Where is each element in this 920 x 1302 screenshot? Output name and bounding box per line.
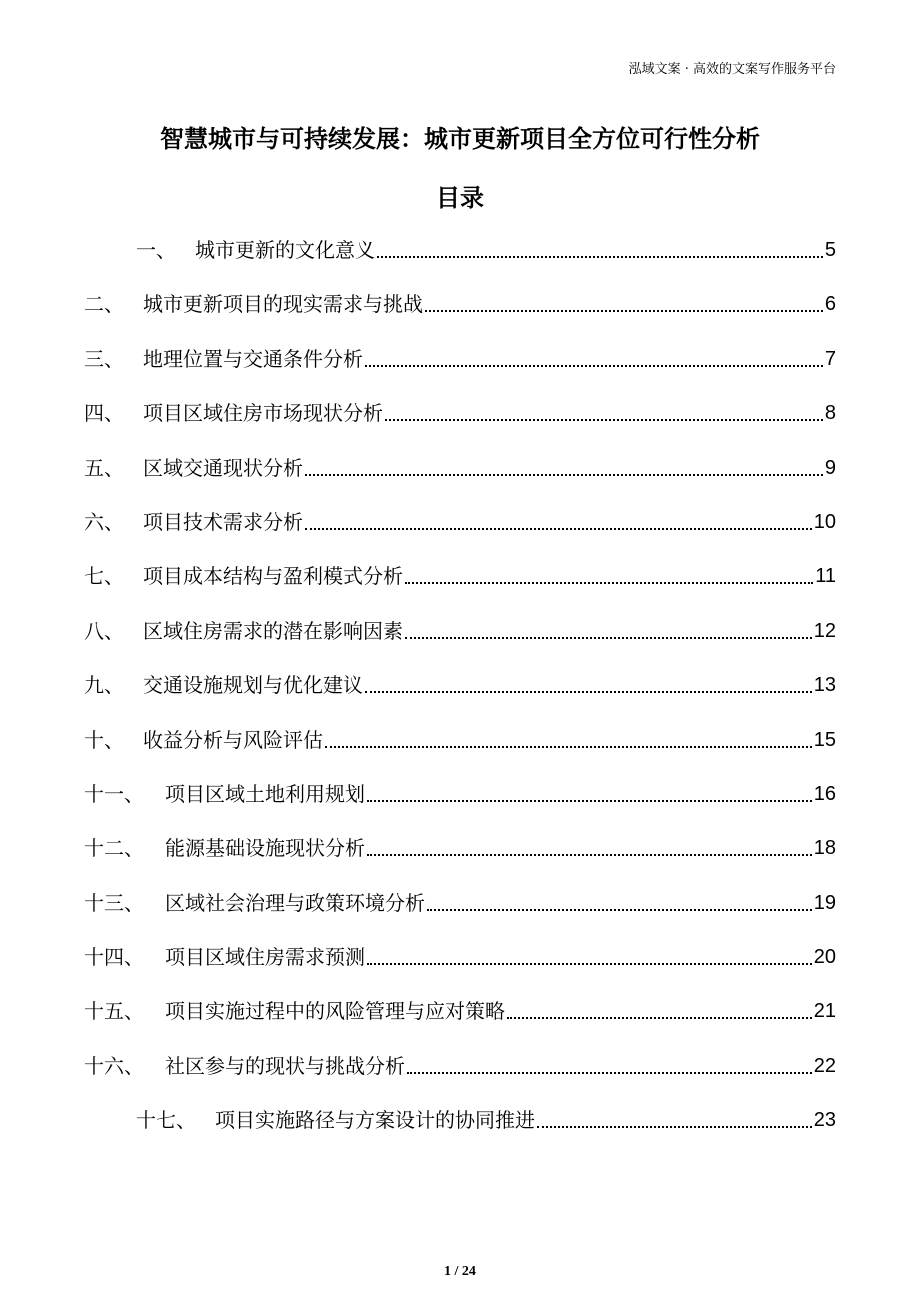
toc-entry-number: 十六、 [84,1053,144,1078]
toc-entry-page: 15 [813,728,836,751]
dot-leader [367,943,812,965]
toc-entry-number: 七、 [84,564,124,589]
toc-entry[interactable] [84,290,836,344]
toc-heading: 目录 [436,184,484,212]
toc-entry-label: 城市更新的文化意义 [195,238,375,262]
dot-leader [367,780,812,802]
toc-entry-page: 22 [813,1054,836,1077]
dot-leader [365,345,823,367]
document-title: 智慧城市与可持续发展：城市更新项目全方位可行性分析 [160,125,760,153]
dot-leader [405,617,812,639]
toc-entry-label: 项目技术需求分析 [143,509,303,534]
toc-entry-number: 一、 [136,238,176,262]
toc-entry[interactable] [84,889,836,943]
toc-entry[interactable] [84,1106,836,1160]
toc-entry-label: 城市更新项目的现实需求与挑战 [143,292,423,317]
dot-leader [405,562,813,584]
toc-entry-page: 5 [824,239,836,261]
toc-entry[interactable] [84,454,836,508]
dot-leader [537,1106,812,1128]
page-indicator: 1 / 24 [444,1264,476,1279]
toc-entry-page: 10 [813,510,836,533]
toc-entry-page: 23 [813,1109,836,1132]
dot-leader [427,889,812,911]
toc-entry[interactable] [84,562,836,616]
toc-entry-label: 区域社会治理与政策环境分析 [165,890,425,915]
dot-leader [425,290,823,312]
toc-entry[interactable] [84,671,836,725]
dot-leader [507,997,812,1019]
toc-entry[interactable] [84,617,836,671]
toc-entry-label: 收益分析与风险评估 [143,727,323,752]
dot-leader [385,399,823,421]
toc-entry-page: 20 [813,946,836,969]
toc-entry-page: 16 [813,782,836,805]
toc-entry-number: 十二、 [84,836,144,861]
toc-entry-number: 四、 [84,401,124,426]
toc-entry-page: 6 [824,293,836,316]
toc-entry-page: 21 [813,1000,836,1023]
toc-entry[interactable] [84,345,836,399]
toc-entry-page: 8 [824,402,836,425]
toc-entry[interactable] [84,399,836,453]
toc-entry-number: 九、 [84,673,124,698]
toc-entry-number: 八、 [84,618,124,643]
dot-leader [325,726,812,748]
toc-entry[interactable] [84,780,836,834]
toc-entry-label: 社区参与的现状与挑战分析 [165,1053,405,1078]
toc-entry-number: 十五、 [84,999,144,1024]
toc-entry-label: 项目区域住房市场现状分析 [143,401,383,426]
toc-entry-label: 区域交通现状分析 [143,455,303,480]
toc-entry-number: 十七、 [136,1108,196,1133]
toc-entry-page: 18 [813,837,836,860]
toc-entry-label: 交通设施规划与优化建议 [143,673,363,698]
toc-entry[interactable] [84,508,836,562]
toc-entry[interactable] [84,1052,836,1106]
toc-entry-page: 12 [813,619,836,642]
table-of-contents [84,236,836,1161]
toc-entry[interactable] [84,834,836,888]
toc-entry-number: 三、 [84,346,124,371]
dot-leader [377,236,823,258]
toc-entry-label: 项目区域土地利用规划 [165,781,365,806]
toc-entry-number: 六、 [84,509,124,534]
toc-entry-number: 二、 [84,292,124,317]
toc-entry-number: 五、 [84,455,124,480]
toc-entry-number: 十一、 [84,781,144,806]
toc-entry-label: 项目实施路径与方案设计的协同推进 [215,1108,535,1133]
dot-leader [367,834,812,856]
toc-entry-page: 13 [813,674,836,697]
toc-entry-number: 十、 [84,727,124,752]
toc-entry-label: 项目实施过程中的风险管理与应对策略 [165,999,505,1024]
toc-entry[interactable] [84,236,836,290]
dot-leader [305,508,812,530]
toc-entry-label: 能源基础设施现状分析 [165,836,365,861]
dot-leader [365,671,812,693]
dot-leader [407,1052,812,1074]
toc-entry[interactable] [84,943,836,997]
toc-entry-page: 9 [824,456,836,479]
toc-entry-label: 项目成本结构与盈利模式分析 [143,564,403,589]
toc-entry-page: 11 [815,565,836,588]
page-header: 泓域文案 · 高效的文案写作服务平台 [628,62,836,77]
toc-entry-label: 区域住房需求的潜在影响因素 [143,618,403,643]
toc-entry-number: 十三、 [84,890,144,915]
toc-entry[interactable] [84,997,836,1051]
dot-leader [305,454,823,476]
toc-entry-number: 十四、 [84,945,144,970]
toc-entry-label: 地理位置与交通条件分析 [143,346,363,371]
toc-entry-page: 19 [813,891,836,914]
toc-entry[interactable] [84,726,836,780]
toc-entry-page: 7 [824,347,836,370]
toc-entry-label: 项目区域住房需求预测 [165,945,365,970]
